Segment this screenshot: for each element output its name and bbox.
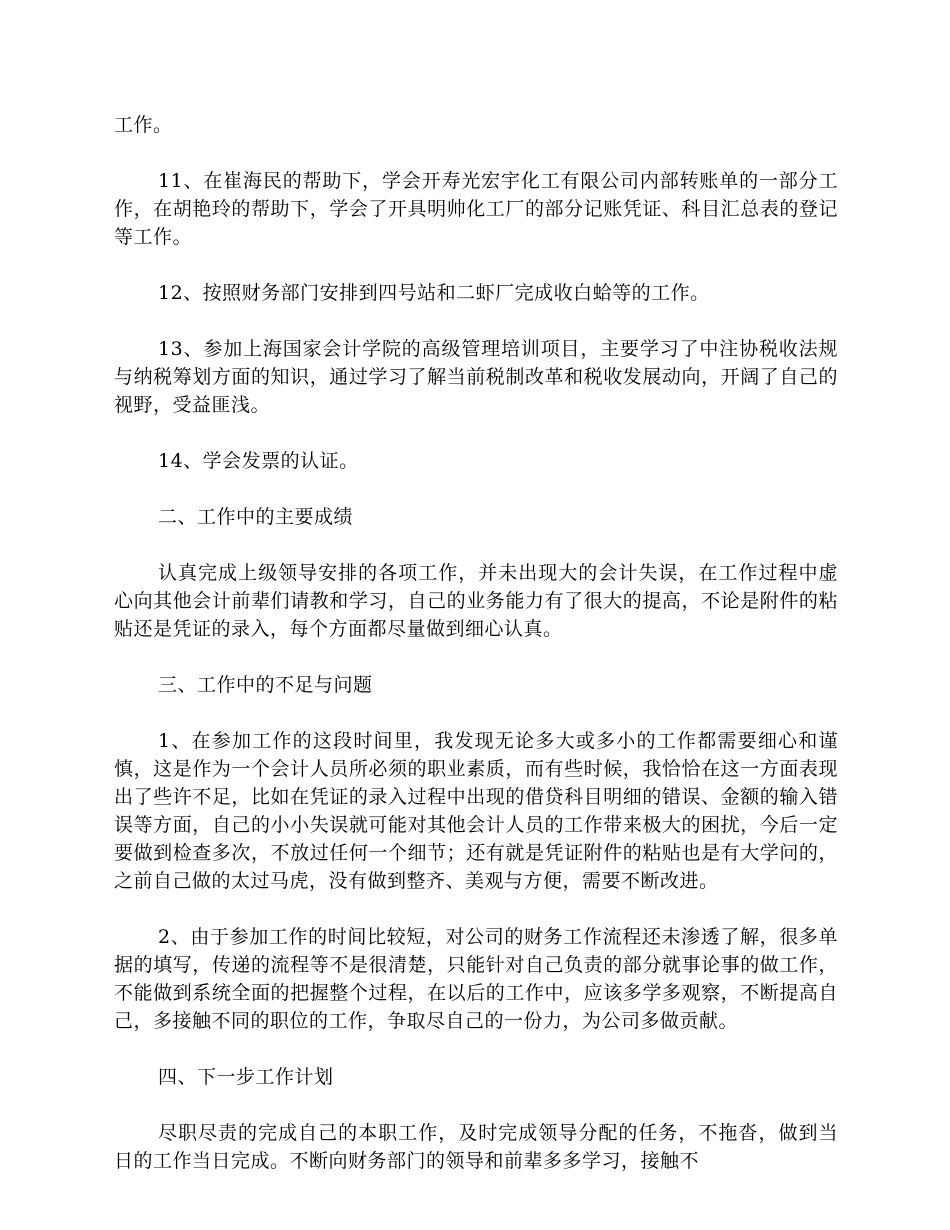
paragraph-shortcoming-2: 2、由于参加工作的时间比较短，对公司的财务工作流程还未渗透了解，很多单据的填写，传递的流程等不是很清楚，只能针对自己负责的部分就事论事的做工作，不能做到系统全面的把握整个过程，在以后的工作中，应该多学多观察，不断提高自己，多接触不同的职位的工作，争取尽自己的一份力，为公司多做贡献。 <box>114 926 838 1032</box>
paragraph-next-plan: 尽职尽责的完成自己的本职工作，及时完成领导分配的任务，不拖沓，做到当日的工作当日完成。不断向财务部门的领导和前辈多多学习，接触不 <box>114 1122 838 1172</box>
paragraph-item-11: 11、在崔海民的帮助下，学会开寿光宏宇化工有限公司内部转账单的一部分工作，在胡艳玲的帮助下，学会了开具明帅化工厂的部分记账凭证、科目汇总表的登记等工作。 <box>114 170 838 248</box>
paragraph-item-14: 14、学会发票的认证。 <box>158 450 359 472</box>
paragraph-item-12: 12、按照财务部门安排到四号站和二虾厂完成收白蛤等的工作。 <box>158 282 710 304</box>
paragraph-shortcoming-1: 1、在参加工作的这段时间里，我发现无论多大或多小的工作都需要细心和谨慎，这是作为一个会计人员所必须的职业素质，而有些时候，我恰恰在这一方面表现出了些许不足，比如在凭证的录入过程中出现的借贷科目明细的错误、金额的输入错误等方面，自己的小小失误就可能对其他会计人员的工作带来极大的困扰，今后一定要做到检查多次，不放过任何一个细节；还有就是凭证附件的粘贴也是有大学问的，之前自己做的太过马虎，没有做到整齐、美观与方便，需要不断改进。 <box>114 730 838 892</box>
section-heading-achievements: 二、工作中的主要成绩 <box>158 506 354 528</box>
paragraph-item-13: 13、参加上海国家会计学院的高级管理培训项目，主要学习了中注协税收法规与纳税筹划方面的知识，通过学习了解当前税制改革和税收发展动向，开阔了自己的视野，受益匪浅。 <box>114 338 838 416</box>
section-heading-shortcomings: 三、工作中的不足与问题 <box>158 674 373 696</box>
section-heading-next-plan: 四、下一步工作计划 <box>158 1066 334 1088</box>
paragraph-achievements: 认真完成上级领导安排的各项工作，并未出现大的会计失误，在工作过程中虚心向其他会计前辈们请教和学习，自己的业务能力有了很大的提高，不论是附件的粘贴还是凭证的录入，每个方面都尽量做到细心认真。 <box>114 562 838 640</box>
document-body <box>114 111 838 1203</box>
paragraph-continuation: 工作。 <box>114 114 173 136</box>
